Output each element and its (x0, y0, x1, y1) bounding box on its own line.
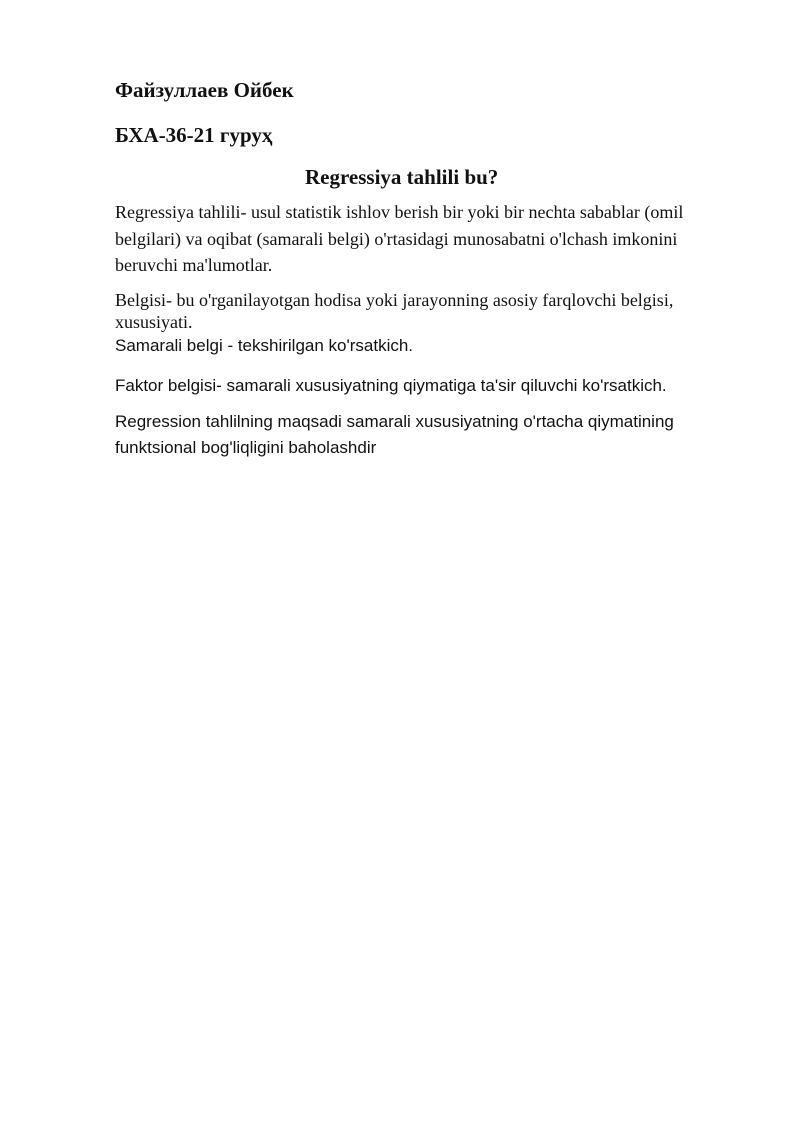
group-name: БХА-36-21 гуруҳ (115, 123, 273, 147)
document-title: Regressiya tahlili bu? (305, 165, 499, 189)
paragraph-faktor-belgisi: Faktor belgisi- samarali xususiyatning qiymatiga ta'sir qiluvchi ko'rsatkich. (115, 375, 667, 395)
author-name: Файзуллаев Ойбек (115, 78, 294, 102)
paragraph-samarali-belgi: Samarali belgi - tekshirilgan ko'rsatkich. (115, 335, 414, 355)
paragraph-belgisi-definition: Belgisi- bu o'rganilayotgan hodisa yoki jarayonning asosiy farqlovchi belgisi, xususiyati. (115, 289, 674, 332)
belgisi-block (115, 289, 725, 359)
paragraph-regression-goal: Regression tahlilning maqsadi samarali xususiyatning o'rtacha qiymatining funktsional bog'liqligini baholashdir (115, 411, 674, 457)
paragraph-regressiya-definition: Regressiya tahlili- usul statistik ishlov berish bir yoki bir nechta sabablar (omil belgilari) va oqibat (samarali belgi) o'rtasidagi munosabatni o'lchash imkonini beruvchi ma'lumotlar. (115, 202, 684, 275)
document-content (115, 76, 725, 471)
